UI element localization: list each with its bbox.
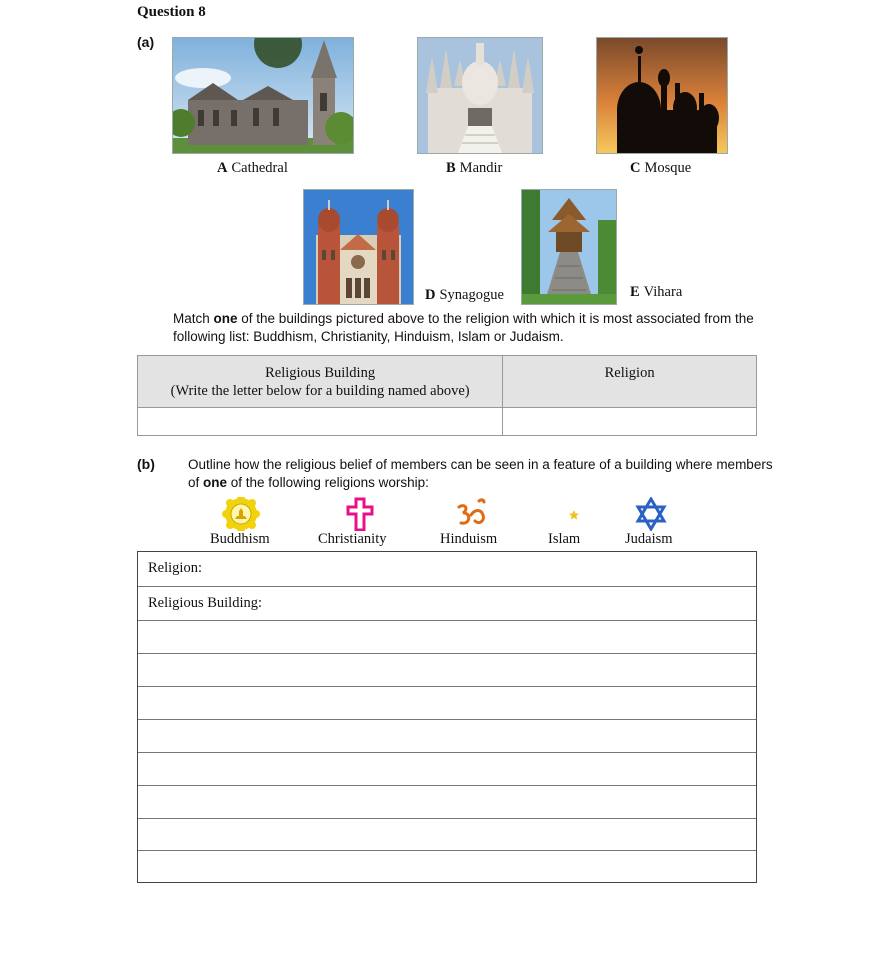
religion-label-judaism: Judaism xyxy=(625,531,673,547)
building-answer-line[interactable] xyxy=(138,586,756,620)
caption-d-name: Synagogue xyxy=(439,287,504,303)
part-b-question xyxy=(188,456,778,492)
answer-line[interactable] xyxy=(138,850,756,882)
cathedral-photo xyxy=(172,37,354,154)
caption-c xyxy=(630,160,691,177)
mandir-photo xyxy=(417,37,543,154)
caption-c-name: Mosque xyxy=(644,160,692,176)
om-icon xyxy=(451,497,491,531)
question-title: Question 8 xyxy=(137,4,206,20)
religion-column-header: Religion xyxy=(503,356,757,408)
part-a-instruction xyxy=(173,310,773,346)
caption-b-name: Mandir xyxy=(459,160,503,176)
part-b-text-before: Outline how the religious belief of members can be seen in a feature of a building where members of xyxy=(188,457,773,490)
religion-answer-cell[interactable] xyxy=(503,408,757,436)
building-column-header xyxy=(138,356,503,408)
caption-e-name: Vihara xyxy=(643,284,683,300)
building-letter-answer-cell[interactable] xyxy=(138,408,503,436)
star-of-david-icon xyxy=(631,497,671,531)
instruction-emphasis: one xyxy=(213,311,238,326)
answer-line[interactable] xyxy=(138,752,756,785)
building-header-line2: (Write the letter below for a building named above) xyxy=(170,383,470,399)
answer-line[interactable] xyxy=(138,686,756,719)
caption-b-letter: B xyxy=(446,160,456,176)
crescent-star-icon xyxy=(546,497,586,531)
part-b-label: (b) xyxy=(137,456,155,472)
matching-table xyxy=(137,355,757,436)
caption-d xyxy=(425,287,504,304)
answer-line[interactable] xyxy=(138,620,756,653)
part-a-label: (a) xyxy=(137,34,155,50)
part-b-text-after: of the following religions worship: xyxy=(227,475,429,490)
religion-answer-label: Religion: xyxy=(148,560,202,576)
instruction-text-before: Match xyxy=(173,311,214,326)
cross-icon xyxy=(340,497,380,531)
dharma-wheel-icon xyxy=(221,497,261,531)
religion-label-christianity: Christianity xyxy=(318,531,387,547)
building-header-line1: Religious Building xyxy=(265,365,376,381)
answer-line[interactable] xyxy=(138,785,756,818)
religion-label-islam: Islam xyxy=(548,531,581,547)
caption-a-name: Cathedral xyxy=(231,160,288,176)
caption-a-letter: A xyxy=(217,160,228,176)
caption-d-letter: D xyxy=(425,287,436,303)
building-answer-label: Religious Building: xyxy=(148,595,262,611)
vihara-photo xyxy=(521,189,617,305)
caption-e xyxy=(630,284,682,301)
caption-c-letter: C xyxy=(630,160,641,176)
answer-box xyxy=(137,551,757,883)
religion-label-hinduism: Hinduism xyxy=(440,531,498,547)
caption-a xyxy=(217,160,288,177)
instruction-text-after: of the buildings pictured above to the religion with which it is most associated from the following list: Buddhism, Christianity, Hinduism, Islam or Judaism. xyxy=(173,311,754,344)
synagogue-photo xyxy=(303,189,414,305)
religion-label-buddhism: Buddhism xyxy=(210,531,270,547)
answer-line[interactable] xyxy=(138,719,756,752)
caption-e-letter: E xyxy=(630,284,640,300)
answer-line[interactable] xyxy=(138,653,756,686)
religion-answer-line[interactable] xyxy=(138,552,756,586)
answer-line[interactable] xyxy=(138,818,756,850)
part-b-emphasis: one xyxy=(203,475,228,490)
caption-b xyxy=(446,160,502,177)
mosque-photo xyxy=(596,37,728,154)
